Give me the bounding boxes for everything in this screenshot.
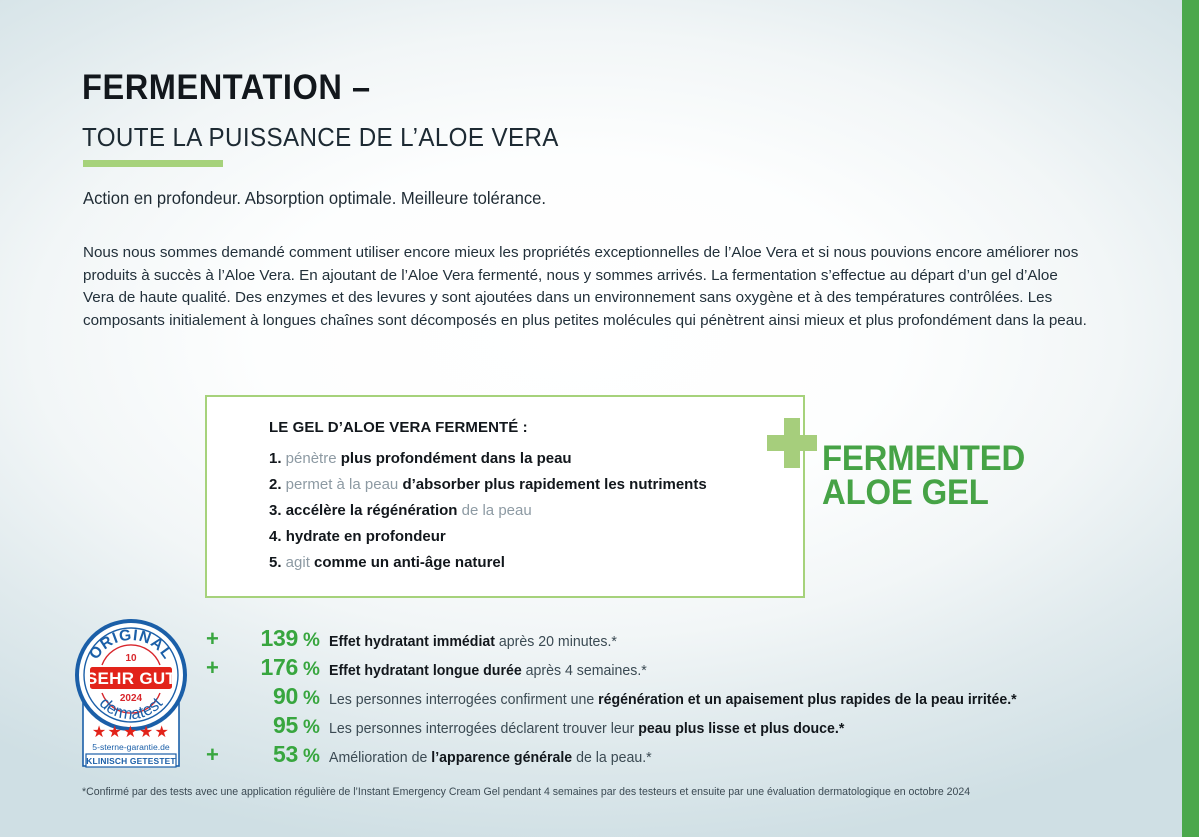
lead-statement: Action en profondeur. Absorption optimale. Meilleure tolérance.	[83, 188, 547, 208]
stat-percent-symbol: %	[303, 746, 320, 767]
stat-value: 176	[260, 654, 298, 680]
feature-item-number: 2.	[269, 476, 282, 493]
feature-list-item	[269, 498, 799, 524]
logo-line-2: ALOE GEL	[822, 473, 989, 512]
stat-description	[329, 692, 1017, 708]
seal-rating: SEHR GUT	[85, 669, 177, 688]
feature-list-item	[269, 550, 799, 576]
feature-list-item	[269, 524, 799, 550]
fermented-gel-feature-box	[205, 395, 805, 598]
stat-description-tail: de la peau.*	[572, 750, 652, 766]
feature-item-text: agit	[281, 554, 315, 571]
seal-year: 2024	[119, 693, 143, 704]
stat-value: 53	[273, 741, 298, 767]
plus-icon	[767, 418, 817, 468]
stat-value: 95	[273, 712, 298, 738]
stat-percent-symbol: %	[303, 659, 320, 680]
footnote: *Confirmé par des tests avec une application régulière de l’Instant Emergency Cream Gel pendant 4 semaines par des testeurs et ensuite par une évaluation dermatologique en octobre 2024	[82, 786, 971, 798]
stat-description-emphasis: Effet hydratant longue durée	[328, 663, 522, 679]
stat-value: 90	[273, 683, 298, 709]
stat-description-emphasis: Effet hydratant immédiat	[328, 634, 495, 650]
feature-list-item	[269, 472, 799, 498]
stat-sign: +	[206, 655, 219, 680]
feature-item-number: 1.	[269, 450, 282, 467]
fermented-aloe-gel-logo	[767, 418, 1026, 538]
feature-item-emphasis: d’absorber plus rapidement les nutriments	[402, 476, 707, 493]
feature-box-heading: LE GEL D’ALOE VERA FERMENTÉ :	[269, 419, 528, 436]
feature-item-emphasis: comme un anti-âge naturel	[314, 554, 505, 571]
stat-row	[206, 712, 1096, 741]
stat-description	[329, 721, 844, 737]
stat-description-lead: Les personnes interrogées déclarent trouver leur	[328, 721, 639, 737]
stat-row	[206, 683, 1096, 712]
stat-row	[206, 741, 1096, 770]
page-subtitle: TOUTE LA PUISSANCE DE L’ALOE VERA	[82, 122, 559, 152]
stat-description-emphasis: régénération et un apaisement plus rapides de la peau irritée.*	[598, 692, 1017, 708]
feature-item-text: permet à la peau	[281, 476, 403, 493]
dermatest-seal	[73, 617, 189, 769]
stats-list	[206, 625, 1096, 770]
stat-description	[329, 634, 617, 650]
seal-guarantee: 5-sterne-garantie.de	[92, 742, 170, 752]
stat-percent-symbol: %	[303, 717, 320, 738]
stat-description-emphasis: l’apparence générale	[431, 750, 573, 766]
title-accent-underline	[83, 160, 223, 167]
stat-description-lead: Les personnes interrogées confirment une	[328, 692, 599, 708]
feature-item-number: 5.	[269, 554, 282, 571]
stat-description-emphasis: peau plus lisse et plus douce.*	[638, 721, 845, 737]
body-paragraph-block	[83, 242, 1093, 332]
stat-description	[329, 663, 647, 679]
feature-item-emphasis: hydrate en profondeur	[285, 528, 446, 545]
stat-sign: +	[206, 742, 219, 767]
stat-description	[329, 750, 652, 766]
logo-text	[822, 439, 1026, 512]
feature-item-emphasis: plus profondément dans la peau	[340, 450, 572, 467]
stat-description-lead: Amélioration de	[328, 750, 432, 766]
stat-percent-symbol: %	[303, 688, 320, 709]
seal-stars: ★★★★★	[91, 724, 171, 741]
stat-description-tail: après 20 minutes.*	[494, 634, 617, 650]
stat-row	[206, 625, 1096, 654]
feature-item-text: pénètre	[281, 450, 341, 467]
feature-item-number: 3.	[269, 502, 282, 519]
feature-list-item	[269, 446, 799, 472]
stat-description-tail: après 4 semaines.*	[521, 663, 647, 679]
page-title: FERMENTATION –	[82, 68, 371, 107]
feature-list	[269, 446, 799, 576]
stat-sign: +	[206, 626, 219, 651]
body-paragraph: Nous nous sommes demandé comment utiliser encore mieux les propriétés exceptionnelles de l’Aloe Vera et si nous pouvions encore améliorer nos produits à succès à l’Aloe Vera. En ajoutant de l’Aloe Vera fermenté, nous y sommes arrivés. La fermentation s’effectue au départ d’un gel d’Aloe Vera de haute qualité. Des enzymes et des levures y sont ajoutées dans un environnement sans oxygène et à des températures contrôlées. Les composants initialement à longues chaînes sont décomposés en plus petites molécules qui pénètrent ainsi mieux et plus profondément dans la peau.	[83, 244, 1087, 329]
stat-percent-symbol: %	[303, 630, 320, 651]
seal-number: 10	[125, 653, 137, 664]
stat-value: 139	[260, 625, 298, 651]
feature-item-text-tail: de la peau	[457, 502, 532, 519]
seal-brand: dermatest	[95, 693, 167, 724]
right-edge-accent-bar	[1182, 0, 1199, 837]
seal-top-text: ORIGINAL	[85, 626, 177, 663]
feature-box-content	[269, 419, 799, 576]
feature-item-number: 4.	[269, 528, 282, 545]
stat-row	[206, 654, 1096, 683]
feature-item-emphasis: accélère la régénération	[285, 502, 458, 519]
seal-tested: KLINISCH GETESTET	[86, 756, 176, 766]
logo-line-1: FERMENTED	[822, 439, 1026, 478]
